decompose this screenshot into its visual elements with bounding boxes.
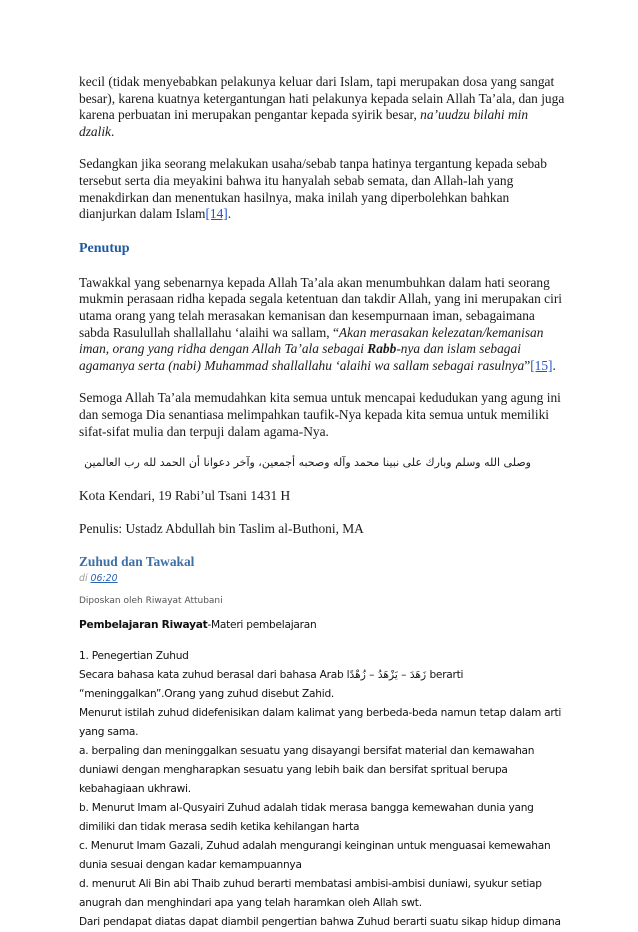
footnote-link-14[interactable]: [14]: [205, 206, 228, 222]
paragraph-semoga: Semoga Allah Ta’ala memudahkan kita semua untuk mencapai kedudukan yang agung ini dan semoga Dia senantiasa melimpahkan taufik-Nya kepada kita semua untuk memiliki sifat-sifat mulia dan terpuji dalam agama-Nya.: [79, 390, 561, 439]
zuhud-section: [79, 647, 565, 932]
para3-bold-italic: Rabb: [367, 341, 397, 357]
para1-text: kecil (tidak menyebabkan pelakunya keluar dari Islam, tapi merupakan dosa yang sangat besar), karena kuatnya ketergantungan hati pelakunya kepada selain Allah Ta’ala, dan juga karena perbuatan ini merupakan pengantar kepada syirik besar,: [79, 74, 565, 123]
zuhud-point-d: d. menurut Ali Bin abi Thaib zuhud berarti membatasi ambisi-ambisi duniawi, syukur setiap anugrah dan menghindari apa yang telah haramkan oleh Allah swt.: [79, 878, 542, 910]
zuhud-point-c: c. Menurut Imam Gazali, Zuhud adalah mengurangi keinginan untuk menguasai kemewahan dunia sesuai dengan kadar kemampuannya: [79, 840, 551, 872]
zuhud-conclusion: Dari pendapat diatas dapat diambil pengertian bahwa Zuhud berarti suatu sikap hidup dimana: [79, 916, 561, 929]
zuhud-bahasa-text: Secara bahasa kata zuhud berasal dari bahasa Arab: [79, 669, 347, 682]
heading-penutup: Penutup: [79, 240, 130, 256]
para3-italic-1: Akan merasakan kelezatan/kemanisan iman, orang yang ridha dengan Allah Ta’ala sebagai: [79, 324, 544, 357]
posted-by: Diposkan oleh Riwayat Attubani: [79, 596, 223, 607]
post-meta: [79, 573, 565, 584]
zuhud-point-b: b. Menurut Imam al-Qusyairi Zuhud adalah tidak merasa bangga kemewahan dunia yang dimiliki dan tidak merasa sedih ketika kehilangan harta: [79, 802, 534, 834]
zuhud-bahasa: [79, 666, 565, 704]
pembelajaran-bold: Pembelajaran Riwayat: [79, 619, 208, 632]
pembelajaran-line: [79, 616, 565, 635]
para3-text: Tawakkal yang sebenarnya kepada Allah Ta’ala akan menumbuhkan dalam hati seorang mukmin perasaan ridha kepada segala ketentuan dan takdir Allah, yang ini merupakan ciri utama orang yang telah merasakan kemanisan dan kesempurnaan iman, sebagaimana sabda Rasulullah shallallahu ‘alaihi wa sallam, “: [79, 274, 563, 340]
paragraph-sebab: [79, 156, 565, 222]
arabic-closing-prayer: وصلى الله وسلم وبارك على نبينا محمد وآله وصحبه أجمعين، وآخر دعوانا أن الحمد لله رب العالمين: [84, 456, 531, 470]
place-date: Kota Kendari, 19 Rabi’ul Tsani 1431 H: [79, 488, 291, 504]
para1-end: .: [111, 123, 115, 139]
para2-text: Sedangkan jika seorang melakukan usaha/sebab tanpa hatinya tergantung kepada sebab tersebut serta dia meyakini bahwa itu hanyalah sebab semata, dan Allah-lah yang menakdirkan dan menentukan hasilnya, maka inilah yang diperbolehkan bahkan dianjurkan dalam Islam: [79, 156, 547, 222]
zuhud-bahasa-end: berarti “meninggalkan”.Orang yang zuhud disebut Zahid.: [79, 669, 464, 701]
para3-italic-2: -nya dan islam sebagai agamanya serta (nabi) Muhammad shallallahu ‘alaihi wa sallam sebagai rasulnya: [79, 341, 525, 373]
post-title[interactable]: Zuhud dan Tawakal: [79, 554, 195, 570]
pembelajaran-rest: -Materi pembelajaran: [207, 619, 317, 632]
zuhud-istilah: Menurut istilah zuhud didefenisikan dalam kalimat yang berbeda-beda namun tetap dalam arti yang sama.: [79, 707, 562, 739]
para2-end: .: [227, 206, 232, 222]
zuhud-arabic-word: زَهَدَ – يَزْهَدُ – زُهْدًا: [346, 669, 427, 682]
post-meta-di: di: [79, 573, 88, 585]
paragraph-syirik: [79, 74, 565, 140]
author-line: Penulis: Ustadz Abdullah bin Taslim al-Buthoni, MA: [79, 520, 364, 536]
zuhud-point-a: a. berpaling dan meninggalkan sesuatu yang disayangi bersifat material dan kemawahan duniawi dengan mengharapkan sesuatu yang lebih baik dan bersifat spritual berupa kebahagiaan ukhrawi.: [79, 745, 535, 796]
document-page: [79, 74, 565, 932]
paragraph-tawakkal: [79, 275, 565, 375]
para3-close-quote: ”: [524, 357, 531, 373]
footnote-link-15[interactable]: [15]: [530, 357, 553, 373]
para1-italic: na’uudzu bilahi min dzalik: [79, 107, 529, 139]
para3-end: .: [552, 357, 556, 373]
zuhud-heading: 1. Penegertian Zuhud: [79, 650, 189, 663]
post-time-link[interactable]: 06:20: [90, 573, 118, 585]
